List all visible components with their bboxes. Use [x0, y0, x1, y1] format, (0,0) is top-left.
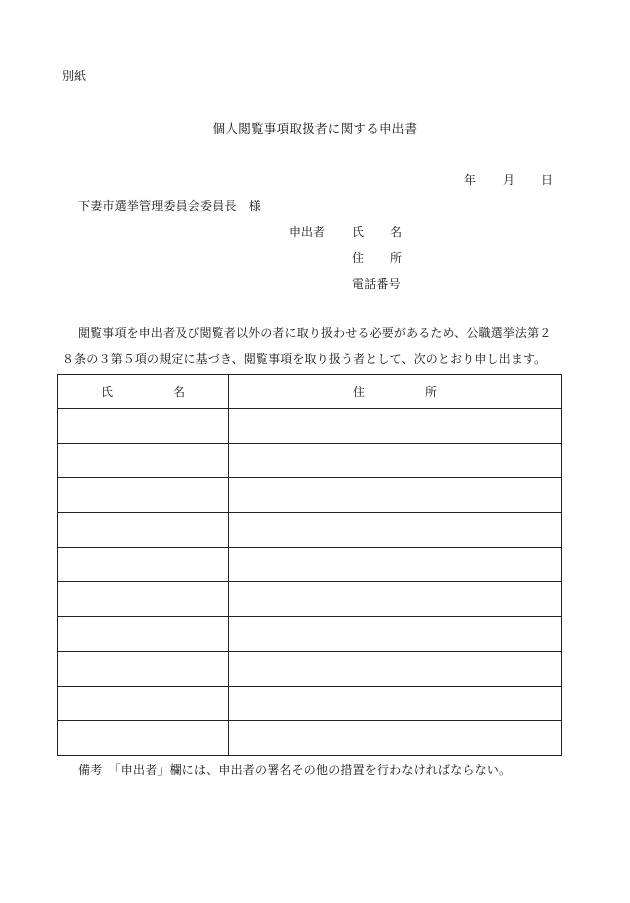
address-cell[interactable]: [229, 478, 562, 513]
handler-table: [57, 374, 562, 756]
header-address-char-2: 所: [425, 385, 438, 399]
address-cell[interactable]: [229, 617, 562, 652]
name-cell[interactable]: [58, 478, 229, 513]
address-cell[interactable]: [229, 721, 562, 756]
address-cell[interactable]: [229, 513, 562, 548]
table-row: [58, 686, 562, 721]
address-cell[interactable]: [229, 582, 562, 617]
address-cell[interactable]: [229, 651, 562, 686]
table-row: [58, 721, 562, 756]
document-title: 個人閲覧事項取扱者に関する申出書: [212, 121, 418, 136]
table-row: [58, 513, 562, 548]
header-address: [229, 375, 562, 409]
name-cell[interactable]: [58, 547, 229, 582]
remark-note: 備考 「申出者」欄には、申出者の署名その他の措置を行わなければならない。: [78, 763, 512, 777]
body-text-line-2: ８条の３第５項の規定に基づき、閲覧事項を取り扱う者として、次のとおり申し出ます。: [62, 352, 547, 366]
name-cell[interactable]: [58, 513, 229, 548]
applicant-phone-label: 電話番号: [352, 277, 401, 291]
table-row: [58, 547, 562, 582]
address-label-char-2: 所: [389, 251, 402, 265]
date-year-label: 年: [464, 173, 477, 187]
table-header-row: [58, 375, 562, 409]
name-cell[interactable]: [58, 409, 229, 444]
applicant-name-label: [352, 226, 402, 238]
name-label-char-1: 氏: [352, 225, 365, 239]
header-name-char-2: 名: [173, 385, 186, 399]
table-row: [58, 409, 562, 444]
address-cell[interactable]: [229, 686, 562, 721]
name-label-char-2: 名: [389, 225, 402, 239]
address-label-char-1: 住: [352, 251, 365, 265]
date-day-label: 日: [541, 173, 554, 187]
header-name-char-1: 氏: [100, 385, 113, 399]
header-name: [58, 375, 229, 409]
name-cell[interactable]: [58, 686, 229, 721]
date-month-label: 月: [503, 173, 516, 187]
addressee: 下妻市選挙管理委員会委員長 様: [78, 199, 262, 213]
body-text-line-1: 閲覧事項を申出者及び閲覧者以外の者に取り扱わせる必要があるため、公職選挙法第２: [78, 326, 552, 340]
table-row: [58, 443, 562, 478]
table-row: [58, 651, 562, 686]
address-cell[interactable]: [229, 409, 562, 444]
annex-label: 別紙: [62, 69, 87, 83]
table-body: [58, 409, 562, 756]
name-cell[interactable]: [58, 651, 229, 686]
applicant-address-label: [352, 252, 402, 264]
table-row: [58, 617, 562, 652]
applicant-label: 申出者: [289, 225, 326, 239]
address-cell[interactable]: [229, 547, 562, 582]
header-address-char-1: 住: [352, 385, 365, 399]
address-cell[interactable]: [229, 443, 562, 478]
table-row: [58, 582, 562, 617]
name-cell[interactable]: [58, 721, 229, 756]
name-cell[interactable]: [58, 443, 229, 478]
name-cell[interactable]: [58, 617, 229, 652]
table-row: [58, 478, 562, 513]
name-cell[interactable]: [58, 582, 229, 617]
